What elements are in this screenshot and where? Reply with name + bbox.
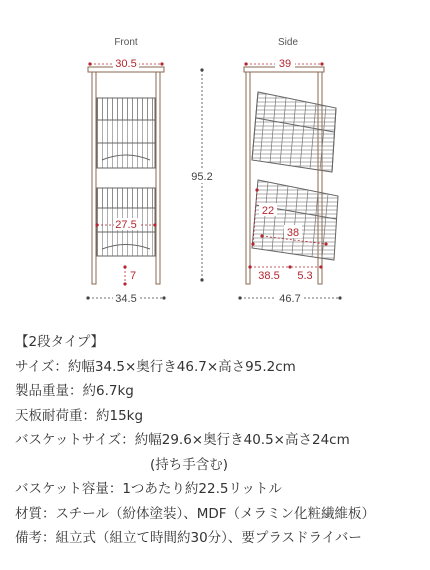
- spec-size: サイズ：約幅34.5×奥行き46.7×高さ95.2cm: [15, 358, 296, 375]
- spec-basket-size: バスケットサイズ：約幅29.6×奥行き40.5×高さ24cm: [15, 432, 350, 448]
- spec-list: [15, 330, 420, 551]
- front-leg-gap-label: 7: [130, 270, 137, 282]
- front-view: [86, 37, 216, 305]
- spec-heading: 【2段タイプ】: [15, 334, 105, 350]
- side-left-leg: [246, 72, 250, 284]
- front-left-leg: [92, 72, 96, 284]
- side-bottom-depth-label: 38.5: [258, 270, 280, 282]
- front-depth-label: 34.5: [115, 293, 137, 305]
- side-lower-basket: [252, 180, 338, 260]
- front-caption: Front: [114, 37, 138, 48]
- height-label: 95.2: [191, 171, 213, 183]
- spec-weight: 製品重量：約6.7kg: [15, 383, 134, 399]
- side-basket-depth-label: 38: [286, 227, 300, 239]
- front-top-width-label: 30.5: [115, 58, 137, 70]
- side-view: [238, 37, 341, 305]
- side-tilt-offset-label: 5.3: [297, 270, 313, 282]
- spec-material: 材質：スチール（紛体塗装）、MDF（メラミン化粧繊維板）: [15, 505, 376, 522]
- front-right-leg: [156, 72, 160, 284]
- spec-basket-capacity: バスケット容量：1つあたり約22.5リットル: [15, 481, 282, 497]
- side-basket-height-label: 22: [261, 205, 275, 217]
- front-upper-basket: [97, 98, 155, 168]
- side-top-width-label: 39: [278, 58, 292, 70]
- side-total-depth-label: 46.7: [279, 293, 301, 305]
- spec-notes: 備考：組立式（組立て時間約30分）、要プラスドライバー: [15, 530, 362, 546]
- spec-top-load: 天板耐荷重：約15kg: [15, 407, 144, 424]
- side-caption: Side: [277, 37, 299, 48]
- spec-basket-size-note: (持ち手含む): [150, 456, 229, 473]
- side-upper-basket: [252, 92, 336, 172]
- front-basket-width-label: 27.5: [115, 219, 137, 231]
